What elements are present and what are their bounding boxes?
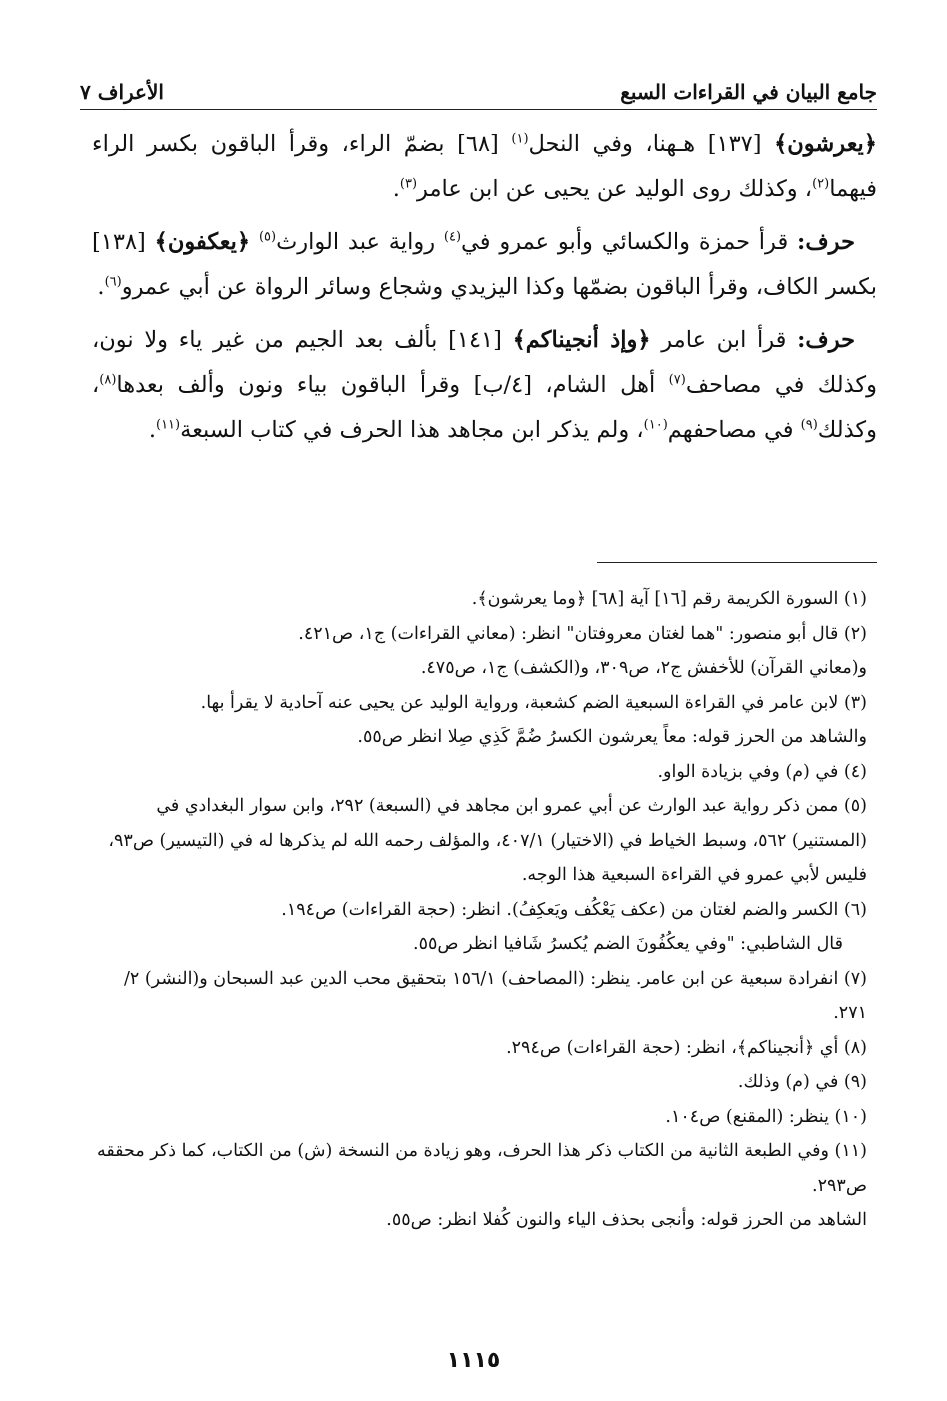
main-text [92,122,877,453]
footnote-3: (٣) لابن عامر في القراءة السبعية الضم كشعبة، ورواية الوليد عن يحيى عنه آحادية لا يقرأ بها. [200,692,867,713]
text-run: ، وكذلك روى الوليد عن يحيى عن ابن عامر [417,176,813,202]
harf-label: حرف: [797,327,856,353]
running-header [80,64,877,104]
footnote-ref-10[interactable]: (١٠) [643,417,668,433]
footnote-7: (٧) انفرادة سبعية عن ابن عامر. ينظر: (المصاحف) ١٥٦/١ بتحقيق محب الدين عبد السبحان و(النشر) ٢/ ٢٧١. [123,968,867,1023]
footnote-separator [597,562,877,563]
quranic-word: ﴿يعكفون﴾ [154,229,251,255]
footnote-ref-1[interactable]: (١) [511,131,529,147]
paragraph-yakufun [92,220,877,310]
text-run: في مصاحفهم [667,417,801,443]
section-label: الأعراف ٧ [80,80,164,104]
text-run: أهل الشام، [٤/ب] وقرأ الباقون بياء ونون وألف بعدها [116,372,669,398]
footnote-11: (١١) وفي الطبعة الثانية من الكتاب ذكر هذا الحرف، وهو زيادة من النسخة (ش) من الكتاب، كما ذكر محققه ص٢٩٣. [96,1141,867,1196]
header-divider [80,109,877,110]
quranic-word: ﴿يعرشون﴾ [774,131,877,157]
text-run: . [148,417,156,443]
text-run: [٦٨] بضمّ الراء، وقرأ الباقون بكسر الراء فيهما [92,131,877,202]
footnote-6-continuation: قال الشاطبي: "وفي يعكُفُونَ الضم يُكسرُ شَافيا انظر ص٥٥. [412,934,843,954]
footnote-4: (٤) في (م) وفي بزيادة الواو. [657,761,867,782]
page-number: ١١١٥ [446,1348,501,1373]
footnote-10: (١٠) ينظر: (المقنع) ص١٠٤. [665,1106,867,1127]
book-title: جامع البيان في القراءات السبع [620,80,877,104]
paragraph-yarishun [92,122,877,212]
footnote-5: (٥) ممن ذكر رواية عبد الوارث عن أبي عمرو ابن مجاهد في (السبعة) ٢٩٢، وابن سوار البغدادي في (المستنير) ٥٦٢، وسبط الخياط في (الاختيار) ٤٠٧/١، والمؤلف رحمه الله لم يذكرها له في (التيسير) ص٩٣، فليس لأبي عمرو في القراءة السبعية هذا الوجه. [108,796,867,885]
text-run: قرأ ابن عامر [650,327,798,353]
text-run: [١٣٨] بكسر الكاف، وقرأ الباقون بضمّها وكذا اليزيدي وشجاع وسائر الرواة عن أبي عمرو [92,229,877,300]
text-run: ، وكذلك [92,372,877,443]
harf-label: حرف: [797,229,855,255]
footnote-ref-6[interactable]: (٦) [104,274,122,290]
footnote-6: (٦) الكسر والضم لغتان من (عكف يَعْكُف ويَعكِفُ). انظر: (حجة القراءات) ص١٩٤. [281,899,867,920]
footnote-1: (١) السورة الكريمة رقم [١٦] آية [٦٨] ﴿وما يعرشون﴾. [471,589,867,609]
text-run: . [392,176,400,202]
text-run: رواية عبد الوارث [276,229,444,255]
footnote-ref-8[interactable]: (٨) [99,372,117,388]
footnote-ref-2[interactable]: (٢) [812,176,830,192]
text-run: . [97,274,105,300]
footnote-ref-4[interactable]: (٤) [443,229,462,245]
footnote-ref-3[interactable]: (٣) [399,176,418,192]
text-run: قرأ حمزة والكسائي وأبو عمرو في [461,229,798,255]
quranic-word: ﴿وإذ أنجيناكم﴾ [512,327,651,353]
text-run: [١٣٧] هـهنا، وفي النحل [528,131,775,157]
footnote-ref-9[interactable]: (٩) [800,417,818,433]
footnote-ref-11[interactable]: (١١) [156,417,181,433]
paragraph-anjaynakum [92,318,877,453]
footnote-ref-7[interactable]: (٧) [668,372,686,388]
footnote-8: (٨) أي ﴿أنجيناكم﴾، انظر: (حجة القراءات) ص٢٩٤. [506,1037,867,1058]
footnote-ref-5[interactable]: (٥) [258,229,277,245]
text-run: ، ولم يذكر ابن مجاهد هذا الحرف في كتاب السبعة [180,417,644,443]
text-run: [١٤١] بألف بعد الجيم من غير ياء ولا نون، وكذلك في مصاحف [92,327,877,398]
footnote-3-continuation: والشاهد من الحرز قوله: معاً يعرشون الكسرُ ضُمَّ كَذِي صِلا انظر ص٥٥. [357,727,867,747]
footnote-2-continuation: و(معاني القرآن) للأخفش ج٢، ص٣٠٩، و(الكشف) ج١، ص٤٧٥. [420,658,867,678]
text-run [250,229,259,255]
footnote-9: (٩) في (م) وذلك. [737,1072,867,1092]
footnote-2: (٢) قال أبو منصور: "هما لغتان معروفتان" انظر: (معاني القراءات) ج١، ص٤٢١. [298,623,867,644]
footnote-11-continuation: الشاهد من الحرز قوله: وأنجى بحذف الياء والنون كُفلا انظر: ص٥٥. [386,1210,867,1230]
footnotes [92,582,867,1238]
